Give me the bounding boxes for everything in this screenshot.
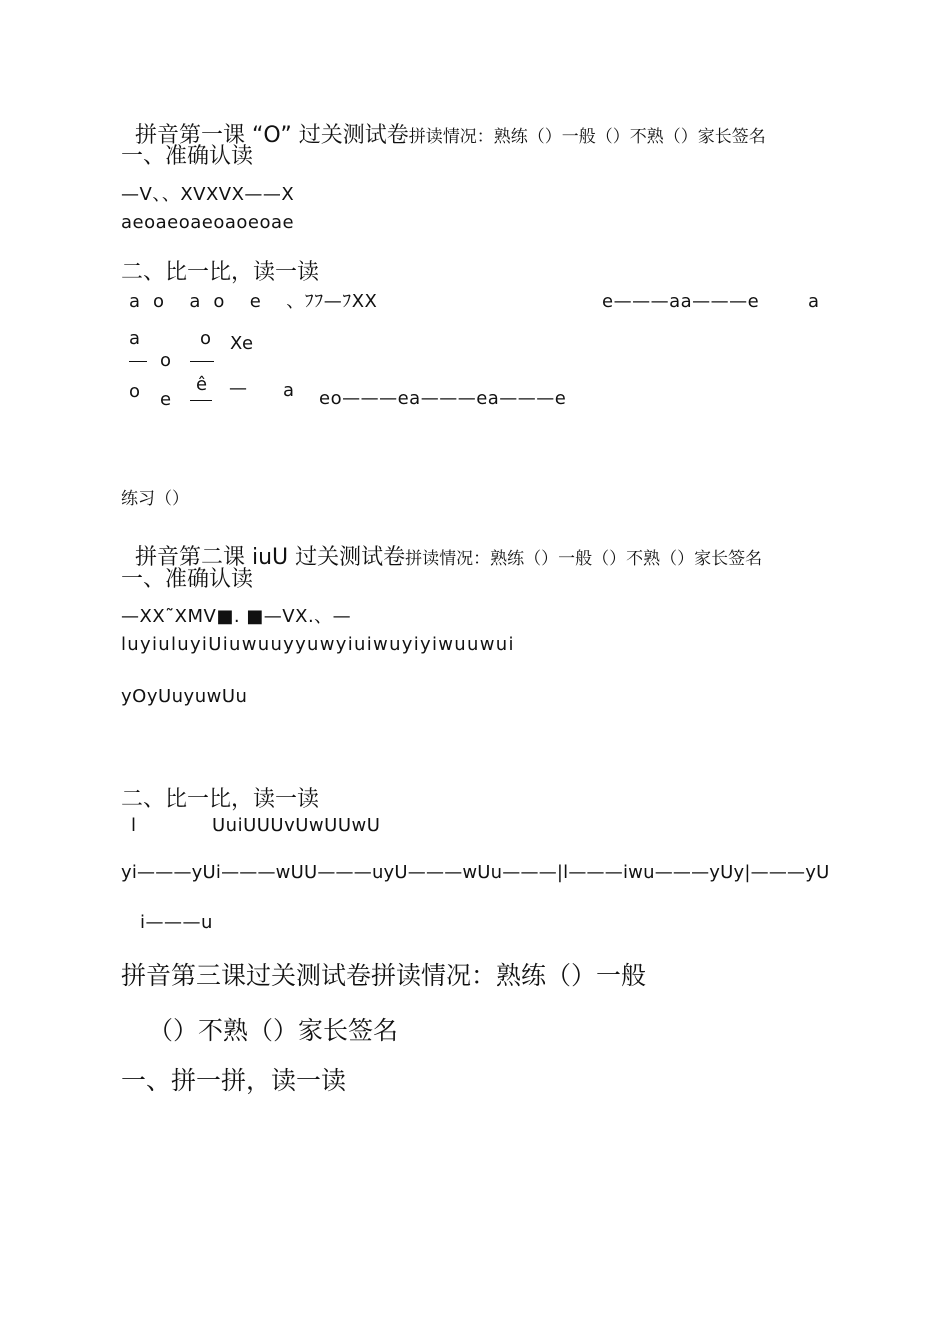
lesson1-chain1: e———aa———e bbox=[602, 291, 760, 312]
lesson1-section1-heading: 一、准确认读 bbox=[121, 144, 254, 169]
lesson3-section1-heading: 一、拼一拼，读一读 bbox=[121, 1066, 347, 1095]
lesson3-title: 拼音第三课过关测试卷拼读情况：熟练（）一般 bbox=[121, 961, 647, 990]
lesson2-row4b: UuiUUUvUwUUwU bbox=[212, 815, 381, 836]
lesson1-status: 拼读情况：熟练（）一般（）不熟（）家长签名 bbox=[408, 127, 766, 147]
lesson2-title-text: 拼音第二课 iuU 过关测试卷 bbox=[135, 545, 406, 570]
lesson1-pairs-row: a o a o e 、ﾌﾌ—ﾌXX bbox=[129, 291, 378, 312]
lesson2-chain: yi———yUi———wUU———uyU———wUu———|l———iwu———yUy|———yU bbox=[121, 862, 830, 883]
lesson2-section2-heading: 二、比一比，读一读 bbox=[121, 787, 320, 812]
lesson2-row3: yOyUuyuwUu bbox=[121, 686, 248, 707]
tone-e: e bbox=[160, 389, 172, 410]
practice-label: 练习（） bbox=[121, 489, 189, 509]
lesson2-row1: —XX˜XMV■. ■—VX.、— bbox=[121, 606, 352, 627]
fraction-bar-3 bbox=[190, 400, 212, 401]
lesson2-status: 拼读情况：熟练（）一般（）不熟（）家长签名 bbox=[405, 549, 763, 569]
tone-a: a bbox=[129, 328, 141, 349]
tone-xe: Xe bbox=[230, 333, 254, 354]
lesson1-title bbox=[121, 103, 766, 147]
tone-mid-o: o bbox=[160, 350, 172, 371]
lesson1-chain2: eo———ea———ea———e bbox=[319, 388, 567, 409]
lesson1-section2-heading: 二、比一比，读一读 bbox=[121, 260, 320, 285]
fraction-bar-2 bbox=[190, 361, 214, 362]
lesson2-chain-end: i———u bbox=[140, 912, 213, 933]
lesson1-title-text: 拼音第一课 “O” 过关测试卷 bbox=[135, 123, 409, 148]
tone-o2: o bbox=[129, 381, 141, 402]
lesson1-row2: aeoaeoaeoaoeoae bbox=[121, 212, 295, 233]
lesson2-title bbox=[121, 525, 762, 569]
tone-e-hat: ê bbox=[196, 374, 208, 395]
lesson1-chain1-end: a bbox=[808, 291, 820, 312]
lesson2-row2: luyiuluyiUiuwuuyyuwyiuiwuyiyiwuuwui bbox=[121, 634, 515, 655]
lesson3-title-cont: （）不熟（）家长签名 bbox=[148, 1016, 399, 1045]
tone-dash: — bbox=[229, 378, 248, 399]
lesson2-section1-heading: 一、准确认读 bbox=[121, 567, 254, 592]
fraction-bar-1 bbox=[129, 361, 147, 362]
lesson1-row1: —V、、XVXVX——X bbox=[121, 184, 295, 205]
tone-a2: a bbox=[283, 380, 295, 401]
tone-o: o bbox=[200, 328, 212, 349]
lesson2-row4a: l bbox=[131, 815, 137, 836]
